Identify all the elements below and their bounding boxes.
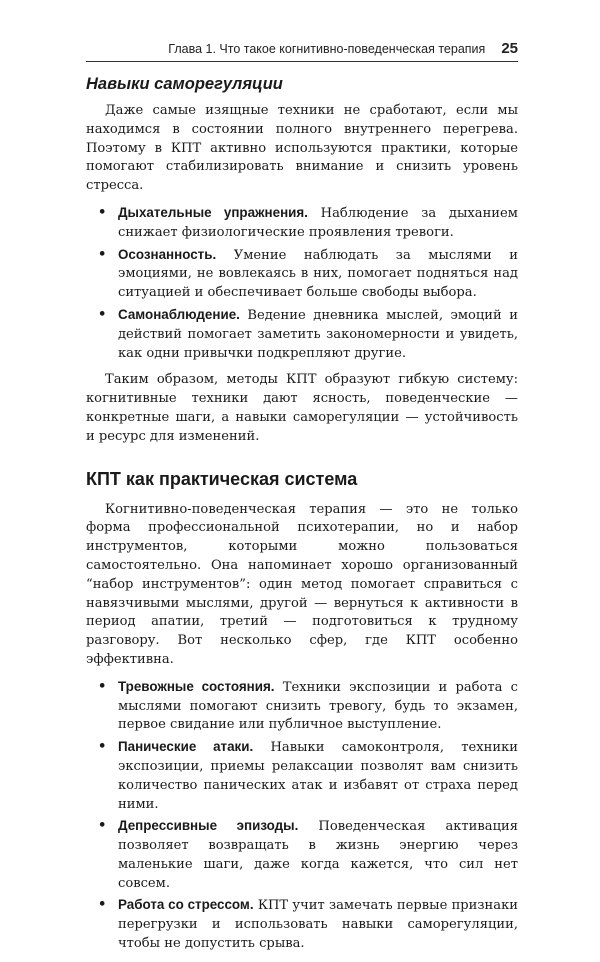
list-item-term: Работа со стрессом. bbox=[118, 897, 254, 913]
bullet-icon: • bbox=[98, 246, 107, 262]
list-item-text: КПТ учит замечать первые признаки перегрузки и использовать навыки саморегуляции, чтобы не допустить срыва. bbox=[118, 898, 518, 952]
list-item bbox=[86, 896, 518, 953]
list-item bbox=[86, 204, 518, 243]
list-item-term: Самонаблюдение. bbox=[118, 306, 240, 322]
paragraph: Таким образом, методы КПТ образуют гибкую систему: когнитивные техники дают ясность, поведенческие — конкретные шаги, а навыки саморегуляции — устойчивость и ресурс для изменений. bbox=[86, 372, 518, 444]
section-heading-practical-system: КПТ как практическая система bbox=[86, 468, 358, 489]
list-item-text: Ведение дневника мыслей, эмоций и действий помогает заметить закономерности и увидеть, как одни привычки подкрепляют другие. bbox=[118, 307, 518, 361]
list-item-term: Осознанность. bbox=[118, 246, 217, 262]
bullet-list bbox=[86, 204, 518, 363]
list-item-text: Умение наблюдать за мыслями и эмоциями, не вовлекаясь в них, помогает подняться над ситуацией и обеспечивает больше свободы выбора. bbox=[118, 247, 518, 301]
list-item-text: Наблюдение за дыханием снижает физиологические проявления тревоги. bbox=[118, 205, 518, 240]
list-item-text: Навыки самоконтроля, техники экспозиции, приемы релаксации позволят вам снизить количество панических атак и избавят от страха перед ними. bbox=[118, 740, 519, 812]
bullet-icon: • bbox=[98, 678, 107, 694]
list-item bbox=[86, 678, 518, 735]
bullet-list bbox=[86, 678, 518, 954]
list-item-text: Поведенческая активация позволяет возвращать в жизнь энергию через маленькие шаги, даже когда кажется, что сил нет совсем. bbox=[118, 819, 518, 891]
list-item-term: Панические атаки. bbox=[118, 739, 254, 755]
list-item-term: Тревожные состояния. bbox=[118, 678, 275, 694]
bullet-icon: • bbox=[98, 306, 107, 322]
paragraph: Когнитивно-поведенческая терапия — это не только форма профессиональной психотерапии, но и набор инструментов, которыми можно пользоваться самостоятельно. Она напоминает хорошо организованный “набор инструментов”: один метод помогает справиться с навязчивыми мыслями, другой — вернуться к активности в период апатии, третий — подготовиться к трудному разговору. Вот несколько сфер, где КПТ особенно эффективна. bbox=[86, 501, 518, 667]
paragraph: Даже самые изящные техники не сработают, если мы находимся в состоянии полного внутреннего перегрева. Поэтому в КПТ активно используются практики, которые помогают стабилизировать внимание и снизить уровень стресса. bbox=[86, 103, 518, 194]
page-number: 25 bbox=[501, 40, 518, 57]
running-header bbox=[86, 40, 518, 57]
list-item-text: Техники экспозиции и работа с мыслями помогают снизить тревогу, будь то экзамен, первое свидание или публичное выступление. bbox=[118, 679, 518, 733]
section-heading-self-regulation: Навыки саморегуляции bbox=[86, 75, 283, 93]
list-item bbox=[86, 246, 518, 303]
bullet-icon: • bbox=[98, 818, 107, 834]
list-item bbox=[86, 306, 518, 363]
bullet-icon: • bbox=[98, 739, 107, 755]
chapter-title: Глава 1. Что такое когнитивно-поведенческая терапия bbox=[168, 42, 486, 56]
list-item-term: Депрессивные эпизоды. bbox=[118, 818, 299, 834]
bullet-icon: • bbox=[98, 204, 107, 220]
page-body bbox=[86, 73, 518, 962]
list-item-term: Дыхательные упражнения. bbox=[118, 204, 308, 220]
header-rule bbox=[86, 61, 518, 62]
list-item bbox=[86, 817, 518, 893]
bullet-icon: • bbox=[98, 897, 107, 913]
